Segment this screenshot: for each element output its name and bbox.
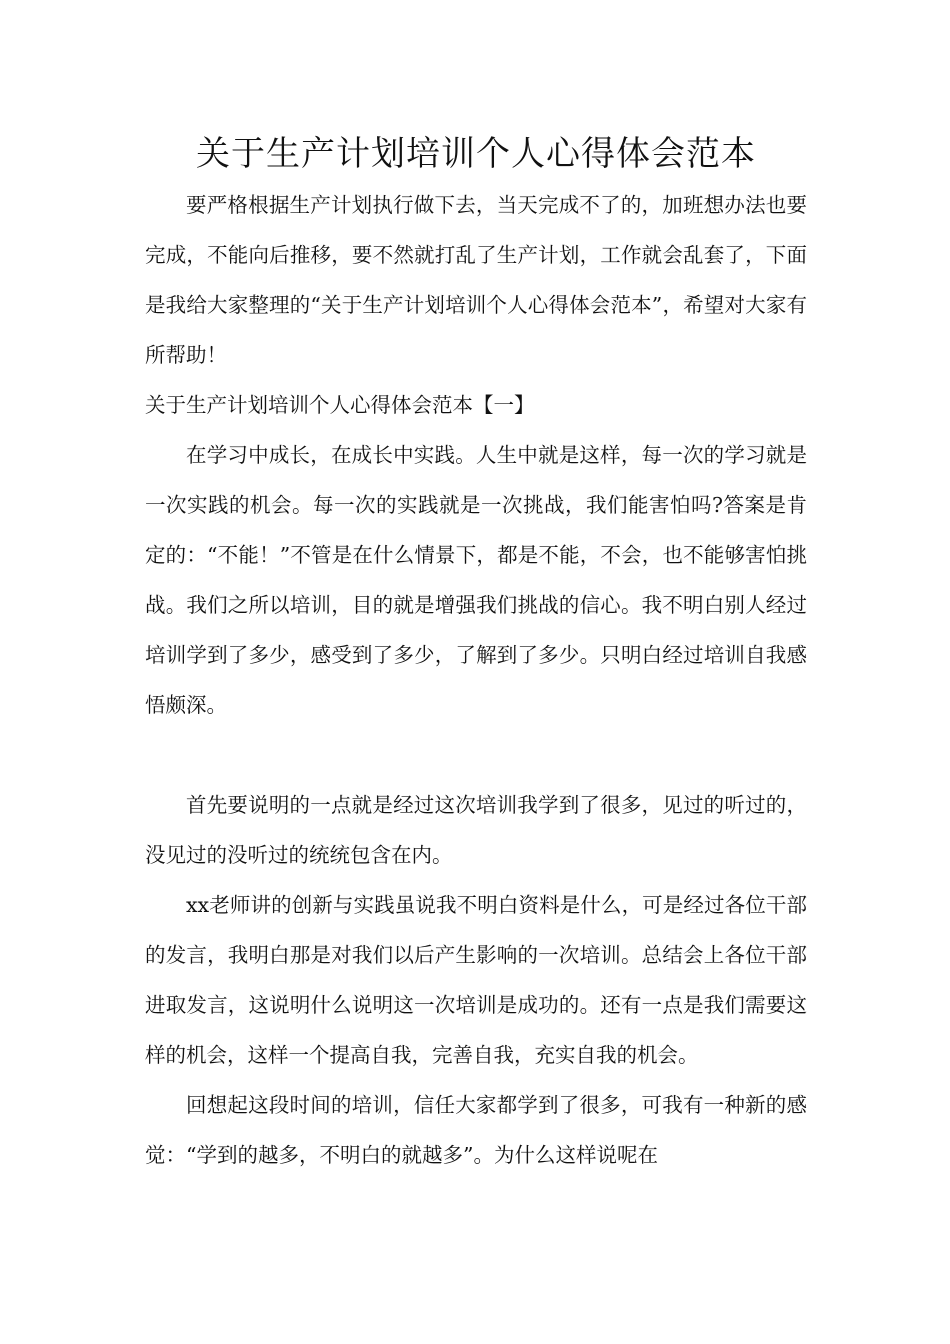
document-page bbox=[145, 128, 807, 1180]
body-paragraph-4: 回想起这段时间的培训，信任大家都学到了很多，可我有一种新的感觉：“学到的越多，不明白的就越多”。为什么这样说呢在 bbox=[145, 1093, 807, 1167]
body-paragraph-2: 首先要说明的一点就是经过这次培训我学到了很多，见过的听过的，没见过的没听过的统统包含在内。 bbox=[145, 793, 807, 867]
document-title: 关于生产计划培训个人心得体会范本 bbox=[196, 134, 756, 174]
section-heading: 关于生产计划培训个人心得体会范本【一】 bbox=[145, 393, 535, 417]
intro-paragraph: 要严格根据生产计划执行做下去，当天完成不了的，加班想办法也要完成，不能向后推移，要不然就打乱了生产计划，工作就会乱套了，下面是我给大家整理的“关于生产计划培训个人心得体会范本”，希望对大家有所帮助！ bbox=[145, 193, 807, 367]
paragraph-spacer bbox=[145, 730, 807, 780]
body-paragraph-1: 在学习中成长，在成长中实践。人生中就是这样，每一次的学习就是一次实践的机会。每一次的实践就是一次挑战，我们能害怕吗?答案是肯定的：“不能！”不管是在什么情景下，都是不能，不会，也不能够害怕挑战。我们之所以培训，目的就是增强我们挑战的信心。我不明白别人经过培训学到了多少，感受到了多少，了解到了多少。只明白经过培训自我感悟颇深。 bbox=[145, 443, 807, 717]
body-paragraph-3: xx老师讲的创新与实践虽说我不明白资料是什么，可是经过各位干部的发言，我明白那是对我们以后产生影响的一次培训。总结会上各位干部进取发言，这说明什么说明这一次培训是成功的。还有一点是我们需要这样的机会，这样一个提高自我，完善自我，充实自我的机会。 bbox=[145, 893, 807, 1067]
